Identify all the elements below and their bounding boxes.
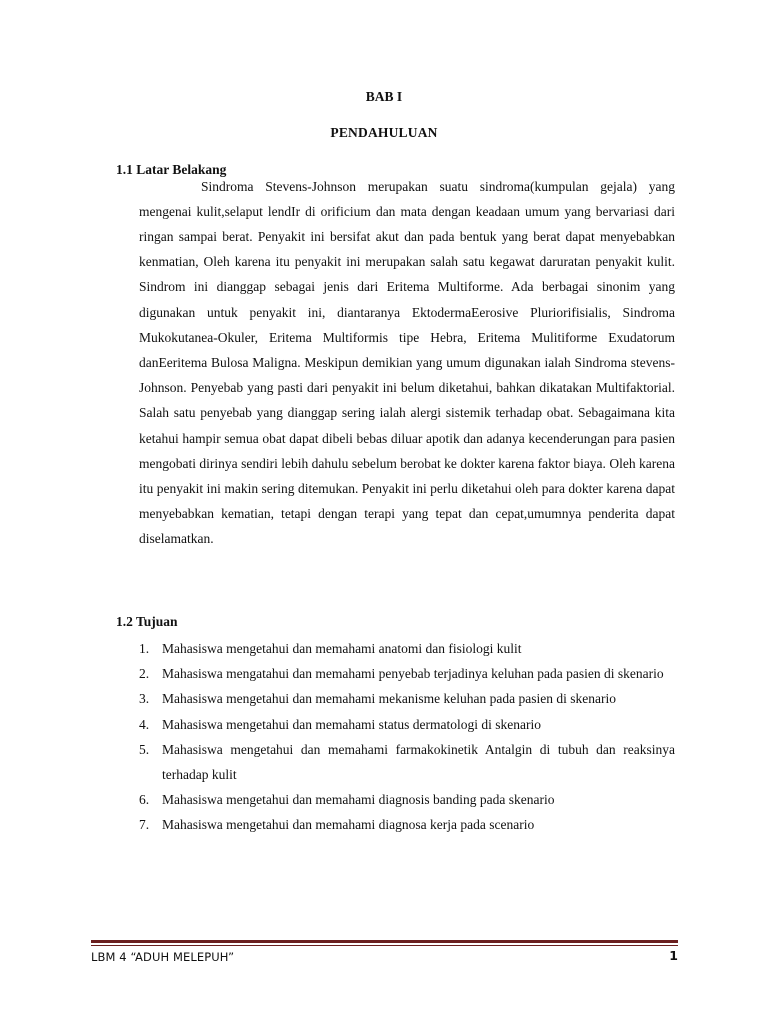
list-item-text: Mahasiswa mengetahui dan memahami farmakokinetik Antalgin di tubuh dan reaksinya terhadap kulit — [162, 741, 675, 783]
footer-title: LBM 4 “ADUH MELEPUH” — [91, 950, 235, 964]
objectives-list — [139, 636, 675, 838]
list-item-text: Mahasiswa mengatahui dan memahami penyebab terjadinya keluhan pada pasien di skenario — [162, 666, 664, 682]
chapter-label: BAB I — [365, 89, 403, 104]
list-item-number: 1. — [139, 641, 150, 656]
list-item — [139, 686, 675, 711]
list-item-number: 5. — [139, 741, 150, 757]
list-item-text: Mahasiswa mengetahui dan memahami anatomi dan fisiologi kulit — [162, 641, 522, 656]
background-paragraph: Sindroma Stevens-Johnson merupakan suatu sindroma(kumpulan gejala) yang mengenai kulit,selaput lendIr di orificium dan mata dengan keadaan umum yang bervariasi dari ringan sampai berat. Penyakit ini bersifat akut dan pada bentuk yang berat dapat menyebabkan kenmatian, Oleh karena itu penyakit ini merupakan salah satu kegawat daruratan penyakit kulit. Sindrom ini dianggap sebagai jenis dari Eritema Multiforme. Ada berbagai sinonim yang digunakan untuk penyakit ini, diantaranya EktodermaEerosive Pluriorifisialis, Sindroma Mukokutanea-Okuler, Eritema Multiformis tipe Hebra, Eritema Mulitiforme Exudatorum danEeritema Bulosa Maligna. Meskipun demikian yang umum digunakan ialah Sindroma stevens- Johnson. Penyebab yang pasti dari penyakit ini belum diketahui, bahkan dikatakan Multifaktorial. Salah satu penyebab yang dianggap sering ialah alergi sistemik terhadap obat. Sebagaimana kita ketahui hampir semua obat dapat dibeli bebas diluar apotik dan adanya kecenderungan para pasien mengobati dirinya sendiri lebih dahulu sebelum berobat ke dokter karena faktor biaya. Oleh karena itu penyakit ini makin sering ditemukan. Penyakit ini perlu diketahui oleh para dokter karena dapat menyebabkan kematian, tetapi dengan terapi yang tepat dan cepat,umumnya penderita dapat diselamatkan. — [139, 178, 675, 547]
list-item-number: 6. — [139, 792, 150, 808]
list-item — [139, 787, 675, 812]
list-item — [139, 661, 675, 686]
section-heading-latar-belakang: 1.1 Latar Belakang — [116, 162, 227, 177]
list-item — [139, 712, 675, 737]
list-item-number: 3. — [139, 691, 150, 707]
list-item-number: 4. — [139, 716, 150, 732]
list-item — [139, 636, 675, 661]
list-item-number: 7. — [139, 817, 150, 833]
list-item-text: Mahasiswa mengetahui dan memahami diagnosa kerja pada scenario — [162, 817, 535, 833]
list-item-text: Mahasiswa mengetahui dan memahami status dermatologi di skenario — [162, 716, 542, 732]
section-heading-tujuan: 1.2 Tujuan — [116, 614, 178, 629]
list-item-text: Mahasiswa mengetahui dan memahami diagnosis banding pada skenario — [162, 792, 555, 808]
list-item-number: 2. — [139, 666, 150, 682]
page-number: 1 — [669, 948, 678, 963]
list-item — [139, 812, 675, 837]
list-item — [139, 737, 675, 787]
list-item-text: Mahasiswa mengetahui dan memahami mekanisme keluhan pada pasien di skenario — [162, 691, 616, 707]
footer-divider-thick — [91, 940, 678, 943]
chapter-title: PENDAHULUAN — [330, 125, 438, 140]
footer-divider-thin — [91, 945, 678, 946]
